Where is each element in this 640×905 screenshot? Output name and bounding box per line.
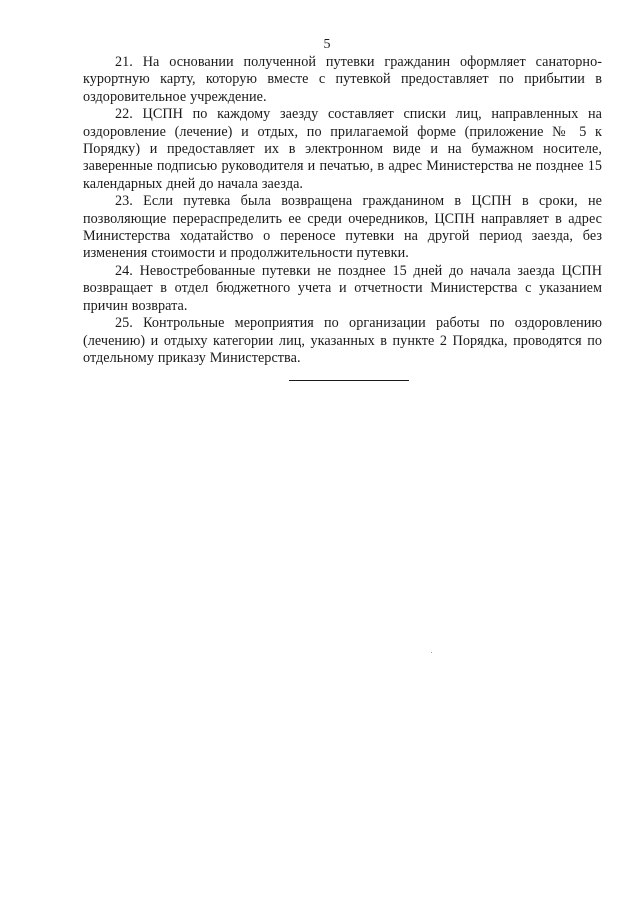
paragraph-25: 25. Контрольные мероприятия по организации работы по оздоровлению (лечению) и отдыху категории лиц, указанных в пункте 2 Порядка, проводятся по отдельному приказу Министерства. [83,315,602,366]
paragraph-23: 23. Если путевка была возвращена гражданином в ЦСПН в сроки, не позволяющие перераспределить ее среди очередников, ЦСПН направляет в адрес Министерства ходатайство о переносе путевки на другой период заезда, без изменения стоимости и продолжительности путевки. [83,193,602,262]
closing-divider [289,380,409,381]
paragraph-24: 24. Невостребованные путевки не позднее 15 дней до начала заезда ЦСПН возвращает в отдел бюджетного учета и отчетности Министерства с указанием причин возврата. [83,262,602,314]
paragraph-21: 21. На основании полученной путевки гражданин оформляет санаторно-курортную карту, которую вместе с путевкой предоставляет по прибытии в оздоровительное учреждение. [83,54,602,105]
page-number: 5 [323,37,331,52]
paragraph-22: 22. ЦСПН по каждому заезду составляет списки лиц, направленных на оздоровление (лечение) и отдых, по прилагаемой форме (приложение № 5 к Порядку) и предоставляет их в электронном виде и на бумажном носителе, заверенные подписью руководителя и печатью, в адрес Министерства не позднее 15 календарных дней до начала заезда. [83,106,602,192]
scan-speck [431,652,432,653]
document-body [83,54,602,367]
